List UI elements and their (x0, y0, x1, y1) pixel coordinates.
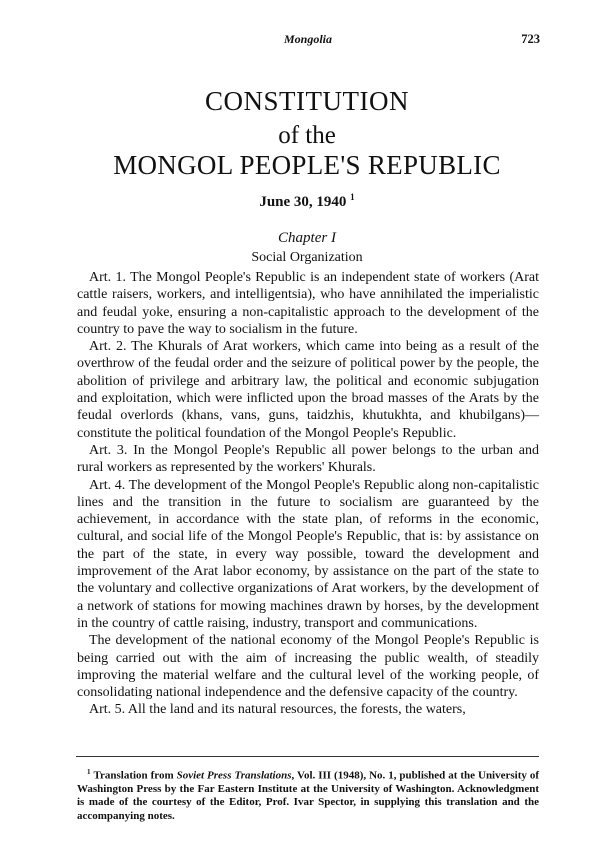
date-text: June 30, 1940 (259, 194, 347, 210)
footnote (77, 766, 539, 823)
chapter-subtitle: Social Organization (251, 250, 363, 265)
article-4-continuation: The development of the national economy of the Mongol People's Republic is being carried out with the aim of increasing the public wealth, of steadily improving the material welfare and the cultural level of the working people, of consolidating national independence and the defensive capacity of the country. (77, 633, 539, 701)
footnote-body: , Vol. III (1948), No. 1, published at the University of Washington Press by the Far Eastern Institute at the University of Washington. Acknowledgment is made of the courtesy of the Editor, Prof. Ivar Spector, in supplying this translation and the accompanying notes. (77, 769, 539, 822)
running-title: Mongolia (283, 32, 332, 46)
article-1: Art. 1. The Mongol People's Republic is an independent state of workers (Arat cattle raisers, workers, and intelligentsia), who have annihilated the imperialistic and feudal yoke, ensuring a non-capitalistic approach to the development of the country to pave the way to socialism in the future. (77, 270, 539, 337)
title-constitution: CONSTITUTION (205, 86, 409, 116)
footnote-source-title: Soviet Press Translations (176, 769, 292, 782)
footnote-marker: 1 (87, 768, 91, 776)
chapter-heading: Chapter I (278, 230, 336, 246)
article-2: Art. 2. The Khurals of Arat workers, which came into being as a result of the overthrow of the feudal order and the seizure of political power by the people, the abolition of privilege and arbitrary law, the political and economic subjugation and exploitation, which were inflicted upon the broad masses of the Arats by the feudal overlords (khans, vans, guns, taidzhis, khutukhta, and khubilgans)—constitute the political foundation of the Mongol People's Republic. (77, 339, 539, 441)
title-of-the: of the (278, 122, 336, 149)
page-number: 723 (521, 32, 540, 46)
article-5: Art. 5. All the land and its natural resources, the forests, the waters, (89, 702, 466, 718)
running-header (76, 32, 540, 48)
article-3: Art. 3. In the Mongol People's Republic all power belongs to the urban and rural workers as represented by the workers' Khurals. (77, 442, 539, 476)
title-republic-name: MONGOL PEOPLE'S REPUBLIC (113, 150, 501, 180)
footnote-reference: 1 (350, 192, 355, 202)
article-4: Art. 4. The development of the Mongol People's Republic along non-capitalistic lines and the transition in the future to socialism are guaranteed by the achievement, in accordance with the state plan, of reforms in the economic, cultural, and social life of the Mongol People's Republic, that is: by assistance on the part of the state, in every way possible, toward the development and improvement of the Arat labor economy, by assistance on the part of the state to the voluntary and collective organizations of Arat workers, by the development of a network of stations for mowing machines drawn by horses, by the development in the country of cattle raising, industry, transport and communications. (77, 477, 539, 631)
footnote-prefix: Translation from (93, 769, 177, 782)
constitution-date (60, 192, 554, 211)
body-text (77, 269, 539, 719)
footnote-divider (76, 756, 539, 757)
